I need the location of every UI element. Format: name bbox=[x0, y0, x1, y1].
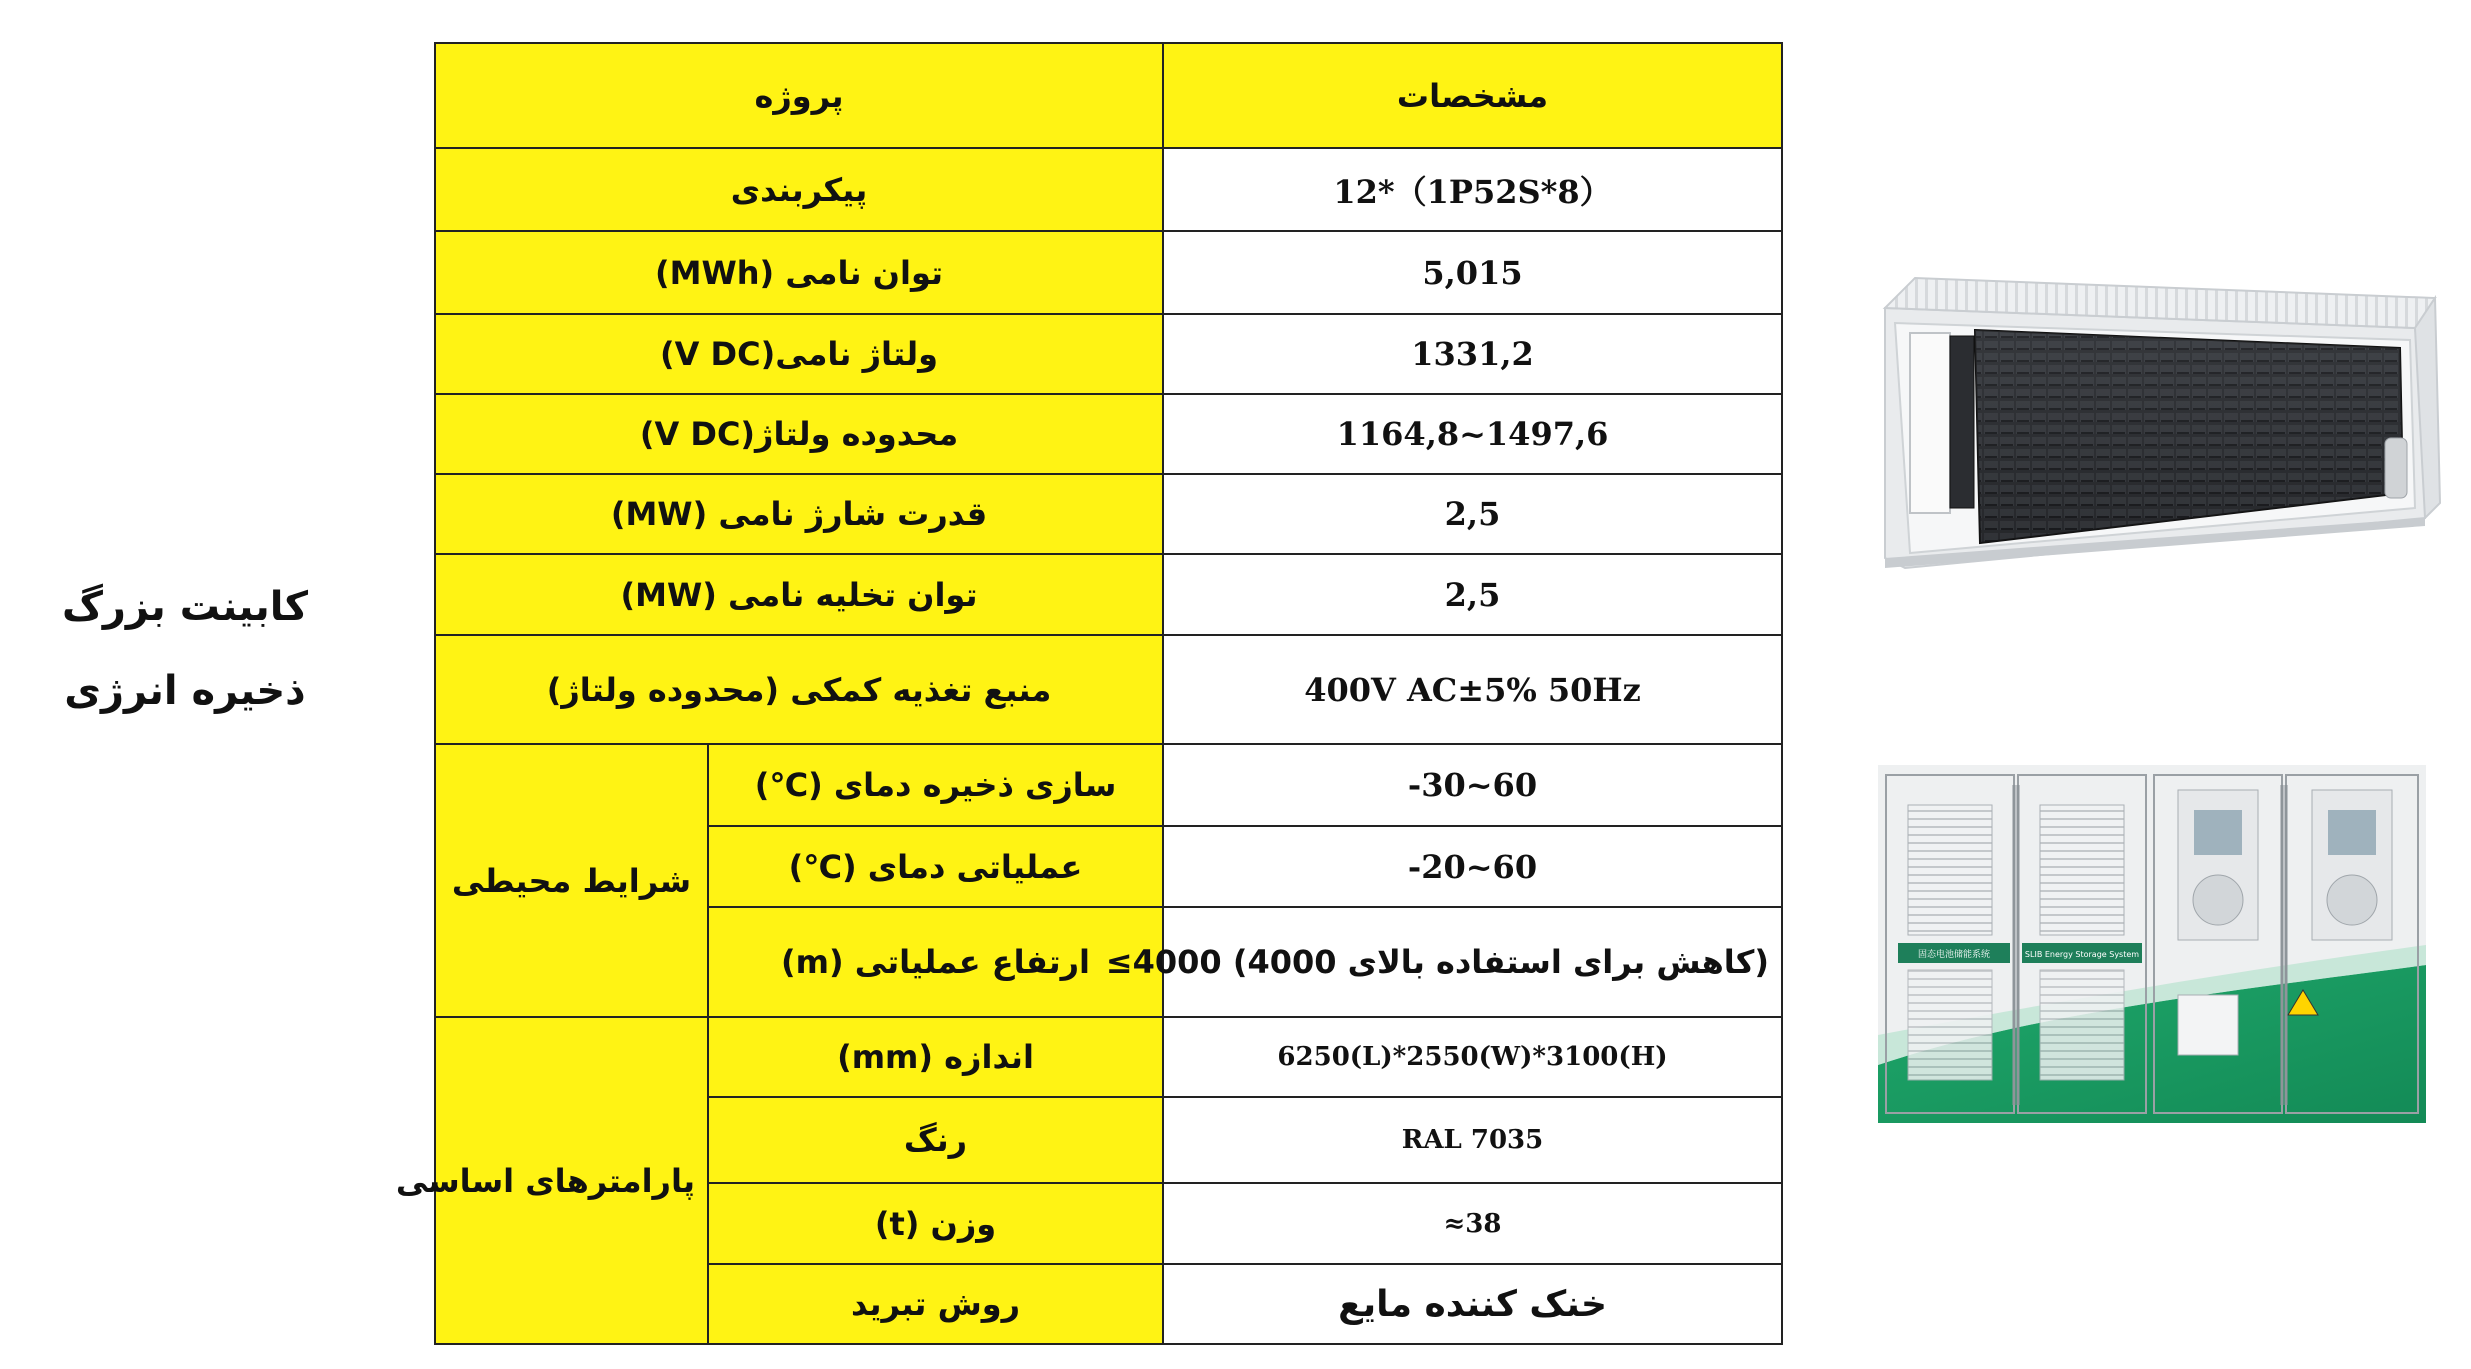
row-label: قدرت شارژ نامی (MW) bbox=[435, 474, 1163, 554]
row-value: RAL 7035 bbox=[1163, 1097, 1782, 1183]
row-label: ولتاژ نامی(V DC) bbox=[435, 314, 1163, 394]
table-row bbox=[435, 554, 1782, 635]
table-row bbox=[435, 148, 1782, 231]
table-row bbox=[435, 231, 1782, 314]
side-title bbox=[40, 565, 330, 733]
side-title-line2: ذخیره انرژی bbox=[64, 668, 306, 714]
header-spec: مشخصات bbox=[1163, 43, 1782, 148]
row-value: ≈38 bbox=[1163, 1183, 1782, 1264]
row-label: رنگ bbox=[708, 1097, 1163, 1183]
row-value: 2,5 bbox=[1163, 554, 1782, 635]
row-label: محدوده ولتاژ(V DC) bbox=[435, 394, 1163, 474]
row-value: 6250(L)*2550(W)*3100(H) bbox=[1163, 1017, 1782, 1097]
row-label: توان نامی (MWh) bbox=[435, 231, 1163, 314]
row-label: سازی ذخیره دمای (℃) bbox=[708, 744, 1163, 826]
row-label: پیکربندی bbox=[435, 148, 1163, 231]
container-front-image bbox=[1878, 765, 2426, 1123]
group-env: شرایط محیطی bbox=[435, 744, 708, 1017]
panel-label-en: SLIB Energy Storage System bbox=[2024, 950, 2140, 959]
group-basic: پارامترهای اساسی bbox=[435, 1017, 708, 1344]
table-row bbox=[435, 635, 1782, 744]
row-value: 2,5 bbox=[1163, 474, 1782, 554]
side-title-line1: کابینت بزرگ bbox=[61, 584, 309, 630]
row-label: توان تخلیه نامی (MW) bbox=[435, 554, 1163, 635]
table-row bbox=[435, 394, 1782, 474]
header-project: پروژه bbox=[435, 43, 1163, 148]
table-header-row bbox=[435, 43, 1782, 148]
row-label: وزن (t) bbox=[708, 1183, 1163, 1264]
panel-label-cn: 固态电池储能系统 bbox=[1917, 950, 1991, 960]
row-value: (کاهش برای استفاده بالای 4000) 4000≥ bbox=[1163, 907, 1782, 1017]
row-value: -20~60 bbox=[1163, 826, 1782, 907]
container-open-image bbox=[1855, 268, 2445, 573]
row-label: ارتفاع عملیاتی (m) bbox=[708, 907, 1163, 1017]
container-open-illustration bbox=[1855, 268, 2445, 573]
row-label: روش تبرید bbox=[708, 1264, 1163, 1344]
table-row bbox=[435, 474, 1782, 554]
row-label: اندازه (mm) bbox=[708, 1017, 1163, 1097]
row-label: منبع تغذیه کمکی (محدوده ولتاژ) bbox=[435, 635, 1163, 744]
table-row bbox=[435, 744, 1782, 826]
row-value: 5,015 bbox=[1163, 231, 1782, 314]
row-value: 1164,8~1497,6 bbox=[1163, 394, 1782, 474]
row-value: -30~60 bbox=[1163, 744, 1782, 826]
row-label: عملیاتی دمای (℃) bbox=[708, 826, 1163, 907]
container-front-illustration bbox=[1878, 765, 2426, 1123]
row-value: 400V AC±5% 50Hz bbox=[1163, 635, 1782, 744]
row-value: 1331,2 bbox=[1163, 314, 1782, 394]
table-row bbox=[435, 314, 1782, 394]
row-value: 12*（1P52S*8） bbox=[1163, 148, 1782, 231]
row-value: خنک کننده مایع bbox=[1163, 1264, 1782, 1344]
table-row bbox=[435, 1017, 1782, 1097]
spec-table bbox=[395, 42, 1783, 1345]
